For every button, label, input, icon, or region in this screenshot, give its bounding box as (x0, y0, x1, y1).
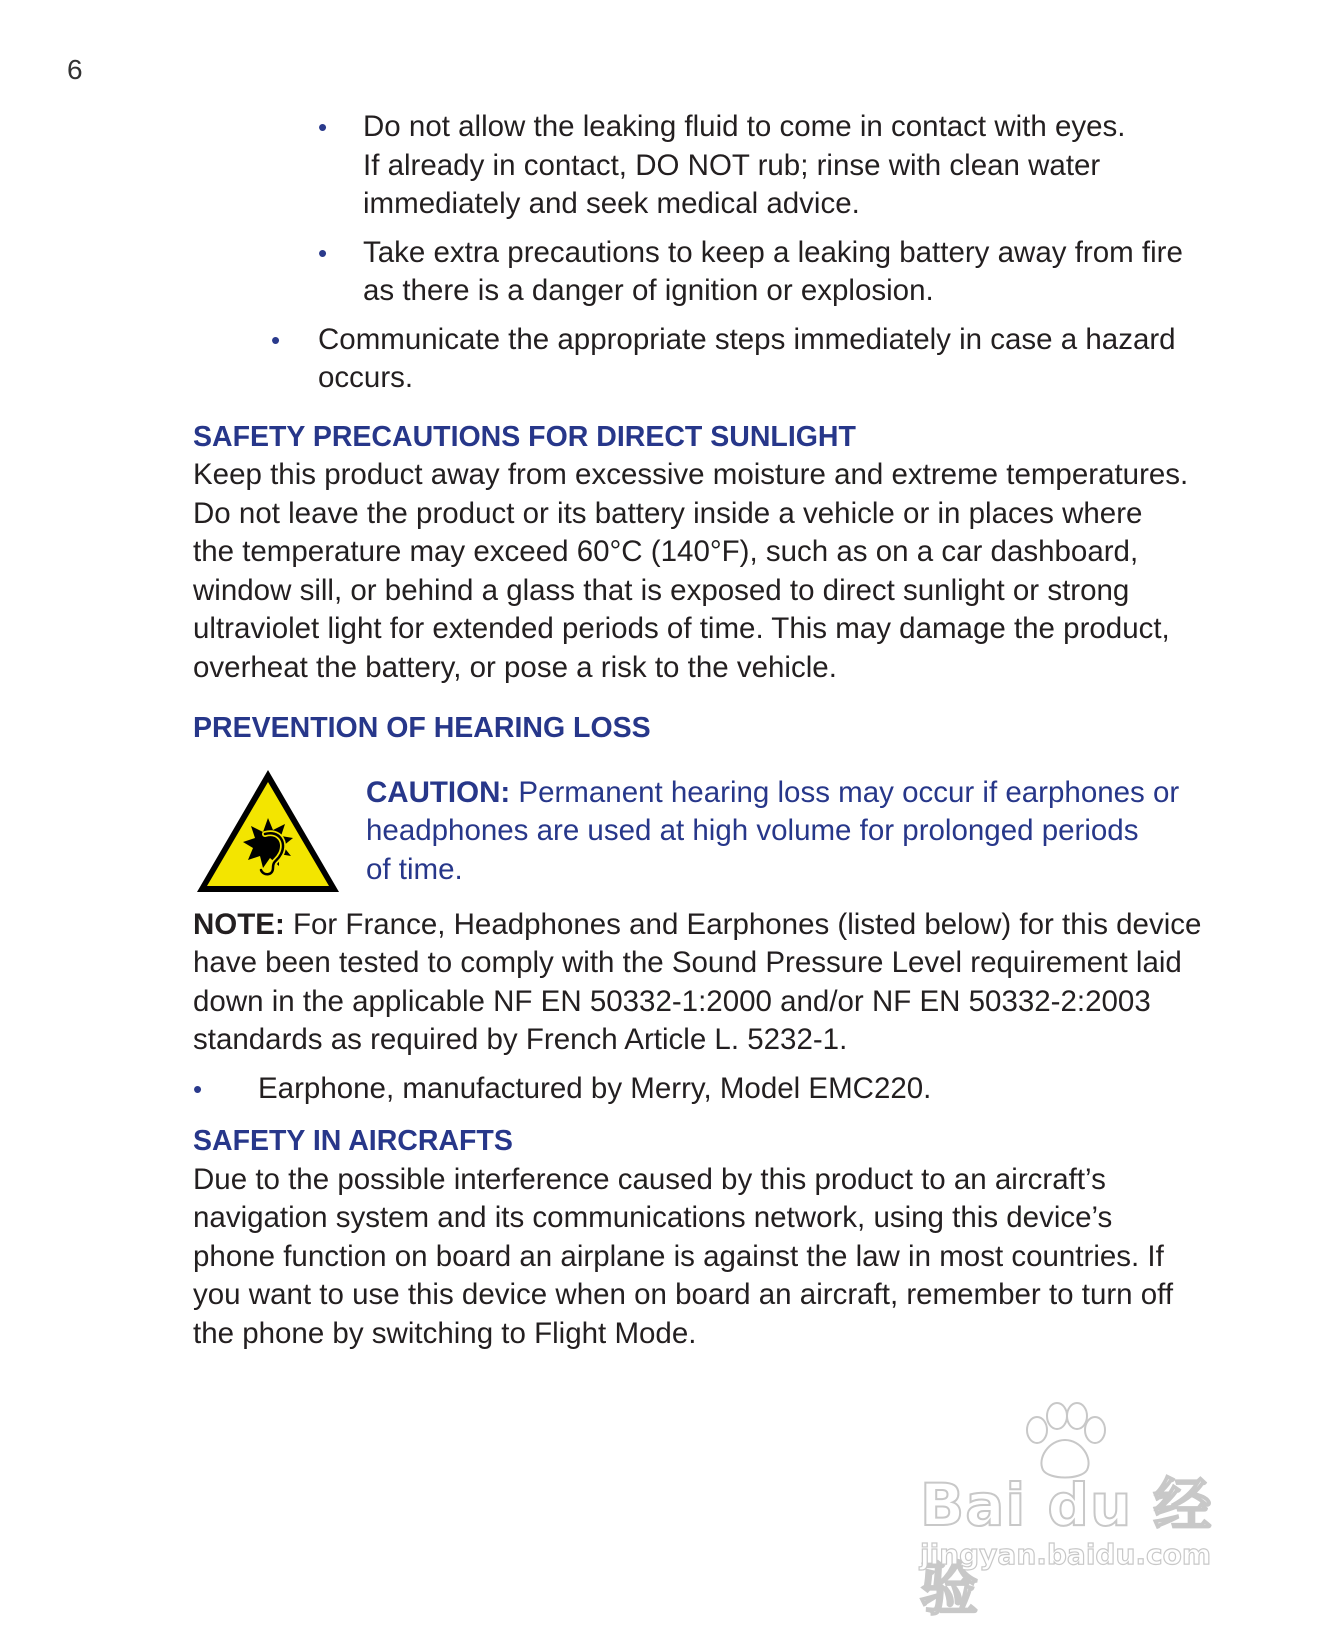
paragraph-line: the temperature may exceed 60°C (140°F), such as on a car dashboard, (193, 535, 1139, 568)
paragraph-line: overheat the battery, or pose a risk to the vehicle. (193, 650, 837, 684)
page-content (193, 108, 1213, 1353)
bullet-dot-icon: • (193, 1073, 203, 1104)
section-body-sunlight (193, 456, 1213, 687)
watermark-logo: Bai du 经验 (920, 1471, 1213, 1623)
hearing-warning-triangle-icon (193, 766, 343, 896)
page-number: 6 (67, 54, 83, 85)
bullet-dot-icon: • (318, 237, 328, 268)
note-line: have been tested to comply with the Sound Pressure Level requirement laid (193, 946, 1182, 979)
caution-line: headphones are used at high volume for prolonged periods (366, 814, 1139, 847)
caution-line: Permanent hearing loss may occur if earphones or (510, 775, 1180, 809)
note-line: For France, Headphones and Earphones (listed below) for this device (284, 907, 1202, 941)
list-item-line: Communicate the appropriate steps immediately in case a hazard (318, 322, 1176, 356)
note-block (193, 906, 1213, 1060)
paragraph-line: Keep this product away from excessive moisture and extreme temperatures. (193, 458, 1189, 491)
note-line: standards as required by French Article L. 5232-1. (193, 1023, 848, 1056)
baidu-watermark (920, 1400, 1250, 1623)
section-heading-hearing: PREVENTION OF HEARING LOSS (193, 712, 651, 744)
caution-label: CAUTION: (366, 775, 511, 809)
list-item-line: as there is a danger of ignition or explosion. (363, 274, 934, 307)
paragraph-line: window sill, or behind a glass that is exposed to direct sunlight or strong (193, 573, 1130, 607)
bullet-dot-icon: • (318, 112, 328, 142)
list-item-line: Take extra precautions to keep a leaking battery away from fire (363, 235, 1183, 269)
list-item-line: If already in contact, DO NOT rub; rinse with clean water (363, 148, 1101, 182)
list-item (193, 321, 1213, 398)
section-heading-sunlight: SAFETY PRECAUTIONS FOR DIRECT SUNLIGHT (193, 420, 856, 453)
caution-line: of time. (366, 852, 463, 886)
paragraph-line: ultraviolet light for extended periods of time. This may damage the product, (193, 612, 1170, 645)
list-item-line: Earphone, manufactured by Merry, Model EMC220. (258, 1071, 932, 1105)
paragraph-line: the phone by switching to Flight Mode. (193, 1316, 697, 1350)
list-item-line: Do not allow the leaking fluid to come in contact with eyes. (363, 110, 1126, 143)
paragraph-line: Due to the possible interference caused by this product to an aircraft’s (193, 1162, 1106, 1196)
list-item (193, 1070, 1213, 1109)
section-heading-aircraft: SAFETY IN AIRCRAFTS (193, 1125, 513, 1157)
paragraph-line: navigation system and its communications network, using this device’s (193, 1201, 1113, 1234)
paragraph-line: Do not leave the product or its battery inside a vehicle or in places where (193, 496, 1143, 530)
section-body-aircraft (193, 1161, 1213, 1354)
paragraph-line: phone function on board an airplane is against the law in most countries. If (193, 1239, 1164, 1273)
list-item (193, 108, 1213, 224)
caution-text (366, 774, 1196, 890)
note-label: NOTE: (193, 907, 285, 941)
watermark-url: jingyan.baidu.com (920, 1538, 1212, 1571)
list-item (193, 234, 1213, 311)
list-item-line: occurs. (318, 361, 414, 394)
paragraph-line: you want to use this device when on board an aircraft, remember to turn off (193, 1278, 1174, 1311)
note-line: down in the applicable NF EN 50332-1:2000 and/or NF EN 50332-2:2003 (193, 984, 1151, 1018)
bullet-dot-icon: • (271, 324, 281, 355)
list-item-line: immediately and seek medical advice. (363, 187, 860, 220)
caution-block (193, 766, 1213, 906)
